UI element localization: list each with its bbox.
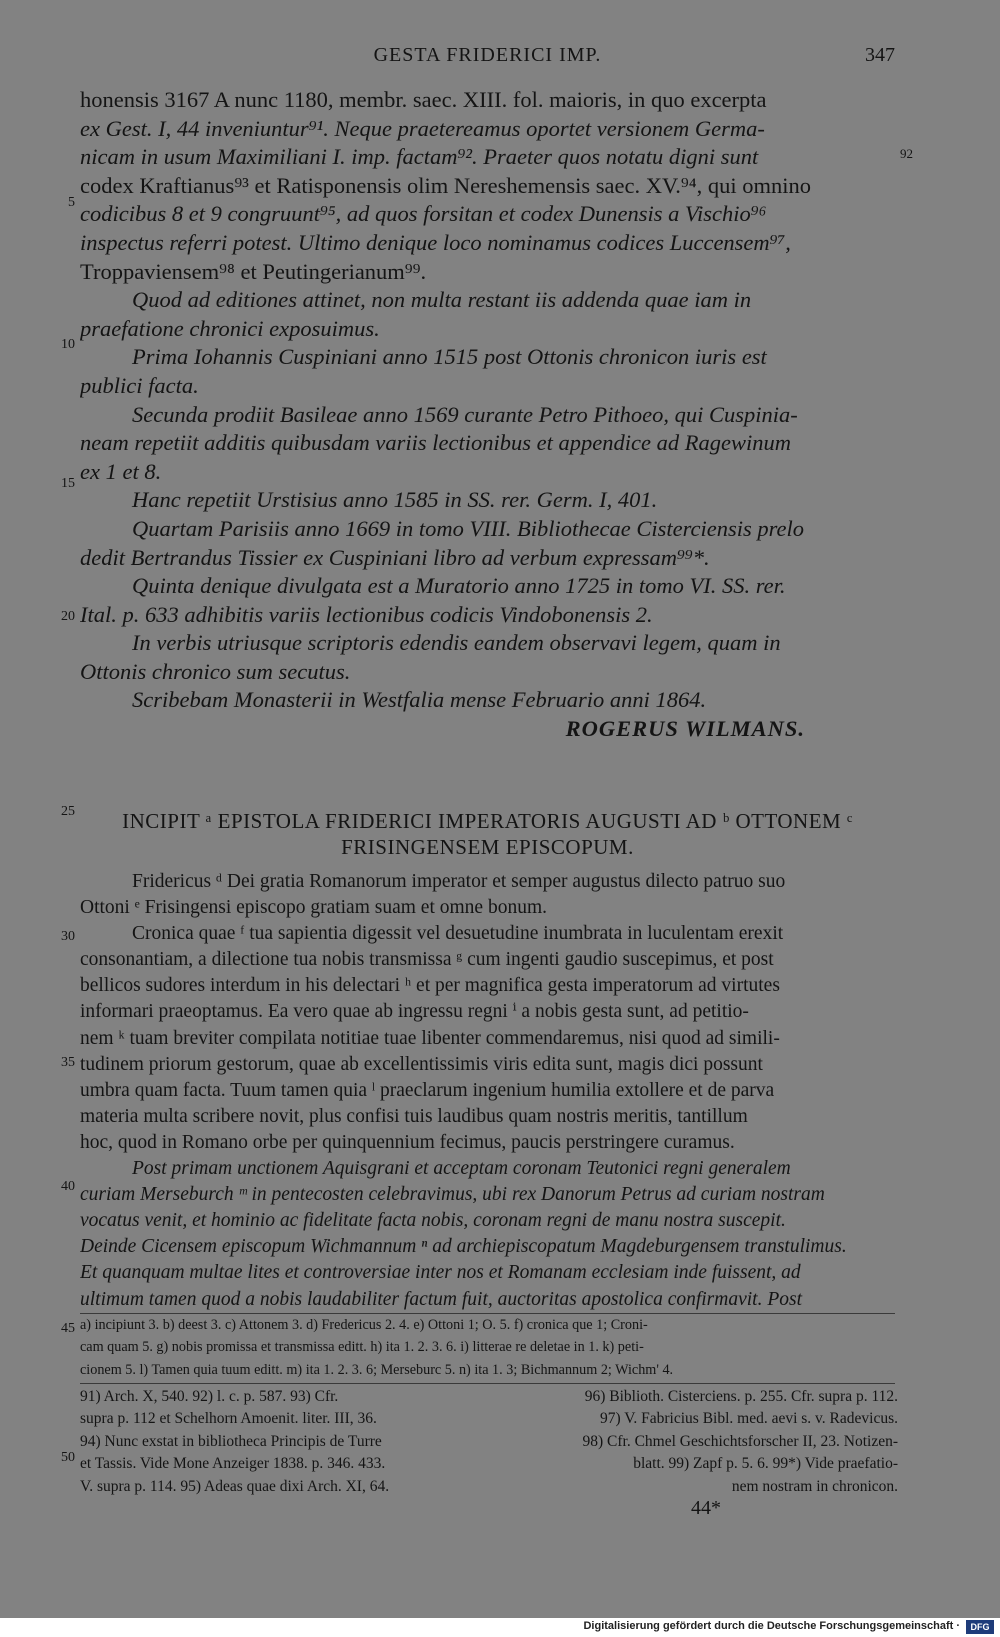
reference-line: blatt. 99) Zapf p. 5. 6. 99*) Vide praefatio- bbox=[633, 1455, 898, 1473]
reference-line: nem nostram in chronicon. bbox=[731, 1477, 898, 1495]
text-line: Secunda prodiit Basileae anno 1569 curante Petro Pithoeo, qui Cuspinia- bbox=[132, 401, 798, 427]
text-line: umbra quam facta. Tuum tamen quia ˡ praeclarum ingenium humilia extollere et de parva bbox=[80, 1079, 775, 1101]
epistola-text bbox=[80, 869, 895, 1313]
text-line: In verbis utriusque scriptoris edendis eandem observavi legem, quam in bbox=[132, 630, 781, 656]
text-line: Prima Iohannis Cuspiniani anno 1515 post Ottonis chronicon iuris est bbox=[132, 344, 767, 370]
text-line: Quod ad editiones attinet, non multa restant iis addenda quae iam in bbox=[132, 287, 752, 313]
introduction-text bbox=[80, 86, 895, 744]
text-line: Ital. p. 633 adhibitis variis lectionibus codicis Vindobonensis 2. bbox=[80, 601, 653, 627]
line-number: 35 bbox=[61, 1055, 75, 1070]
line-number: 45 bbox=[61, 1321, 75, 1336]
text-line: Troppaviensem⁹⁸ et Peutingerianum⁹⁹. bbox=[80, 258, 427, 284]
critical-notes bbox=[80, 1314, 895, 1381]
line-number: 15 bbox=[61, 476, 75, 491]
page-number: 347 bbox=[865, 44, 895, 66]
footer-text: Digitalisierung gefördert durch die Deutsche Forschungsgemeinschaft · bbox=[583, 1620, 960, 1632]
text-line: Quinta denique divulgata est a Muratorio anno 1725 in tomo VI. SS. rer. bbox=[132, 573, 786, 599]
text-line: praefatione chronici exposuimus. bbox=[80, 315, 380, 341]
text-line: honensis 3167 A nunc 1180, membr. saec. XIII. fol. maioris, in quo excerpta bbox=[80, 87, 767, 112]
epistola-title-line: FRISINGENSEM EPISCOPUM. bbox=[341, 835, 634, 859]
text-line: Scribebam Monasterii in Westfalia mense Februario anni 1864. bbox=[132, 687, 707, 713]
text-line: inspectus referri potest. Ultimo denique loco nominamus codices Luccensem⁹⁷, bbox=[80, 229, 791, 255]
reference-column-left bbox=[80, 1386, 480, 1498]
text-line: consonantiam, a dilectione tua nobis transmissa ᵍ cum ingenti gaudio suscepimus, et post bbox=[80, 949, 774, 971]
reference-notes bbox=[80, 1386, 898, 1496]
line-number: 5 bbox=[68, 195, 75, 210]
epistola-title-line: INCIPIT ᵃ EPISTOLA FRIDERICI IMPERATORIS AUGUSTI AD ᵇ OTTONEM ᶜ bbox=[122, 809, 853, 833]
text-line: publici facta. bbox=[80, 372, 199, 398]
signature-mark: 44* bbox=[691, 1497, 721, 1519]
text-line: dedit Bertrandus Tissier ex Cuspiniani libro ad verbum expressam⁹⁹*. bbox=[80, 544, 710, 570]
text-line: ex 1 et 8. bbox=[80, 458, 162, 484]
text-line: neam repetiit additis quibusdam variis lectionibus et appendice ad Ragewinum bbox=[80, 430, 791, 456]
text-line: nem ᵏ tuam breviter compilata notitiae tuae libenter commendaremus, nisi quod ad simili- bbox=[80, 1027, 780, 1049]
reference-line: 94) Nunc exstat in bibliotheca Principis de Turre bbox=[80, 1432, 382, 1450]
text-line: ROGERUS WILMANS. bbox=[565, 716, 805, 742]
running-title: GESTA FRIDERICI IMP. bbox=[373, 44, 602, 66]
margin-reference: 92 bbox=[900, 146, 913, 161]
reference-line: 91) Arch. X, 540. 92) l. c. p. 587. 93) Cfr. bbox=[80, 1388, 339, 1405]
note-line: cam quam 5. g) nobis promissa et transmissa editt. h) ita 1. 2. 3. 6. i) litterae re deletae in 1. k) peti- bbox=[80, 1339, 644, 1356]
text-line: codicibus 8 et 9 congruunt⁹⁵, ad quos forsitan et codex Dunensis a Vischio⁹⁶ bbox=[80, 201, 767, 227]
text-line: vocatus venit, et hominio ac fidelitate facta nobis, coronam regni de manu nostra suscepit. bbox=[80, 1210, 786, 1232]
reference-line: 96) Biblioth. Cisterciens. p. 255. Cfr. supra p. 112. bbox=[584, 1388, 898, 1405]
dfg-logo-icon: DFG bbox=[966, 1620, 994, 1634]
reference-line: 98) Cfr. Chmel Geschichtsforscher II, 23. Notizen- bbox=[582, 1432, 898, 1450]
line-number: 50 bbox=[61, 1450, 75, 1465]
reference-line: V. supra p. 114. 95) Adeas quae dixi Arch. XI, 64. bbox=[80, 1477, 390, 1495]
running-header bbox=[80, 44, 895, 74]
text-line: informari praeoptamus. Ea vero quae ab ingressu regni ⁱ a nobis gesta sunt, ad petitio- bbox=[80, 1001, 749, 1023]
text-line: Hanc repetiit Urstisius anno 1585 in SS. rer. Germ. I, 401. bbox=[132, 487, 658, 513]
text-line: tudinem priorum gestorum, quae ab excellentissimis viris edita sunt, magis dici possunt bbox=[80, 1053, 763, 1075]
text-line: codex Kraftianus⁹³ et Ratisponensis olim Nereshemensis saec. XV.⁹⁴, qui omnino bbox=[80, 172, 811, 198]
text-line: nicam in usum Maximiliani I. imp. factam⁹². Praeter quos notatu digni sunt bbox=[80, 144, 759, 170]
reference-line: 97) V. Fabricius Bibl. med. aevi s. v. Radevicus. bbox=[599, 1410, 898, 1428]
note-line: a) incipiunt 3. b) deest 3. c) Attonem 3. d) Fredericus 2. 4. e) Ottoni 1; O. 5. f) cronica que 1; Croni- bbox=[80, 1317, 648, 1333]
text-line: curiam Merseburch ᵐ in pentecosten celebravimus, ubi rex Danorum Petrus ad curiam nostram bbox=[80, 1184, 825, 1206]
reference-column-right bbox=[498, 1386, 988, 1498]
line-number: 30 bbox=[61, 929, 75, 944]
note-line: cionem 5. l) Tamen quia tuum editt. m) ita 1. 2. 3. 6; Merseburc 5. n) ita 1. 3; Bichmannum 2; Wichm' 4. bbox=[80, 1361, 674, 1378]
text-line: materia multa scribere novit, plus confisi tuis laudibus quam nostris meritis, tantillum bbox=[80, 1105, 748, 1127]
reference-line: et Tassis. Vide Mone Anzeiger 1838. p. 346. 433. bbox=[80, 1455, 386, 1473]
text-line: Et quanquam multae lites et controversiae inter nos et Romanam ecclesiam inde fuissent, ad bbox=[80, 1262, 801, 1284]
text-line: Cronica quae ᶠ tua sapientia digessit vel desuetudine inumbrata in luculentam erexit bbox=[132, 923, 784, 945]
text-line: ultimum tamen quod a nobis laudabiliter factum fuit, auctoritas apostolica confirmavit. Post bbox=[80, 1288, 803, 1310]
line-number: 20 bbox=[61, 609, 75, 624]
reference-line: supra p. 112 et Schelhorn Amoenit. liter. III, 36. bbox=[80, 1410, 377, 1428]
refs-divider bbox=[80, 1383, 895, 1384]
line-number: 10 bbox=[61, 337, 75, 352]
line-number: 25 bbox=[61, 804, 75, 819]
epistola-title bbox=[80, 808, 895, 860]
text-line: bellicos sudores interdum in his delectari ʰ et per magnifica gesta imperatorum ad virtutes bbox=[80, 975, 780, 997]
text-line: Deinde Cicensem episcopum Wichmannum ⁿ ad archiepiscopatum Magdeburgensem transtulimus. bbox=[80, 1236, 847, 1258]
text-line: hoc, quod in Romano orbe per quinquennium fecimus, paucis perstringere curamus. bbox=[80, 1131, 735, 1153]
text-line: Ottoni ᵉ Frisingensi episcopo gratiam suam et omne bonum. bbox=[80, 897, 547, 919]
text-line: Fridericus ᵈ Dei gratia Romanorum imperator et semper augustus dilecto patruo suo bbox=[132, 871, 786, 892]
footer-bar bbox=[0, 1618, 1000, 1637]
line-number: 40 bbox=[61, 1179, 75, 1194]
text-line: ex Gest. I, 44 inveniuntur⁹¹. Neque praetereamus oportet versionem Germa- bbox=[80, 115, 765, 141]
text-line: Ottonis chronico sum secutus. bbox=[80, 658, 351, 684]
text-line: Post primam unctionem Aquisgrani et acceptam coronam Teutonici regni generalem bbox=[132, 1158, 791, 1180]
text-line: Quartam Parisiis anno 1669 in tomo VIII. Bibliothecae Cisterciensis prelo bbox=[132, 515, 805, 541]
